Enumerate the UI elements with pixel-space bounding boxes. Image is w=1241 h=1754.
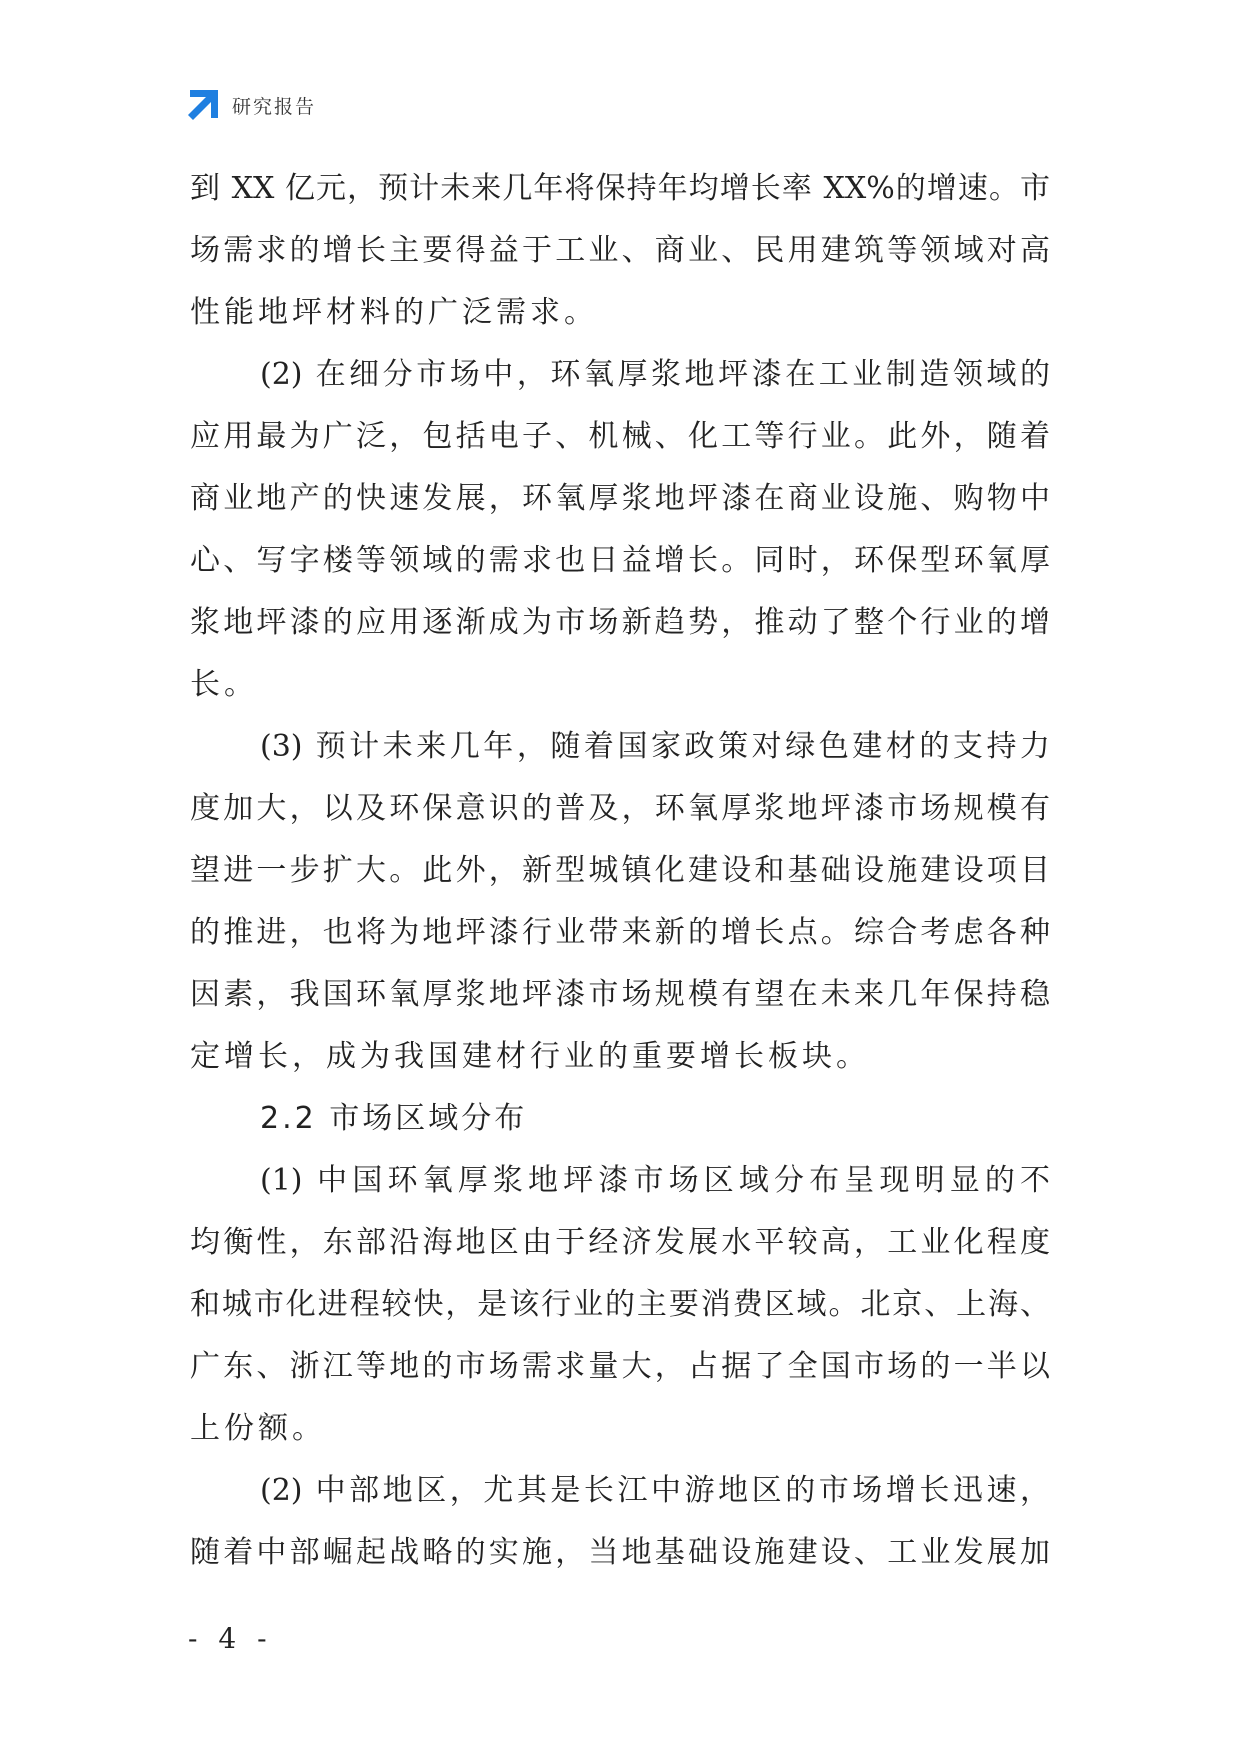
text-line: 性能地坪材料的广泛需求。 (190, 295, 598, 330)
paragraph (190, 1150, 1050, 1460)
page-number: - 4 - (188, 1622, 273, 1655)
text-line: 长。 (190, 667, 258, 702)
text-line: 望进一步扩大。此外，新型城镇化建设和基础设施建设项目 (190, 853, 1050, 888)
text-line: 广东、浙江等地的市场需求量大，占据了全国市场的一半以 (190, 1349, 1050, 1384)
text-line: 商业地产的快速发展，环氧厚浆地坪漆在商业设施、购物中 (190, 481, 1050, 516)
arrow-up-right-icon (188, 90, 218, 120)
text-line: 场需求的增长主要得益于工业、商业、民用建筑等领域对高 (190, 233, 1050, 268)
text-line: (1) 中国环氧厚浆地坪漆市场区域分布呈现明显的不 (260, 1163, 1050, 1198)
document-body (190, 158, 1050, 1584)
paragraph (190, 1460, 1050, 1584)
report-title: 研究报告 (232, 95, 317, 118)
text-line: 随着中部崛起战略的实施，当地基础设施建设、工业发展加 (190, 1535, 1050, 1570)
paragraph (190, 158, 1050, 344)
text-line: 心、写字楼等领域的需求也日益增长。同时，环保型环氧厚 (190, 543, 1050, 578)
text-line: 上份额。 (190, 1411, 326, 1446)
report-header (188, 88, 316, 122)
text-line: (2) 中部地区，尤其是长江中游地区的市场增长迅速， (260, 1473, 1050, 1508)
text-line: 到 XX 亿元，预计未来几年将保持年均增长率 XX%的增速。市 (190, 171, 1050, 206)
text-line: 浆地坪漆的应用逐渐成为市场新趋势，推动了整个行业的增 (190, 605, 1050, 640)
text-line: 定增长，成为我国建材行业的重要增长板块。 (190, 1039, 870, 1074)
text-line: 和城市化进程较快，是该行业的主要消费区域。北京、上海、 (190, 1287, 1050, 1322)
paragraph (190, 716, 1050, 1088)
text-line: (2) 在细分市场中，环氧厚浆地坪漆在工业制造领域的 (260, 357, 1050, 392)
text-line: 均衡性，东部沿海地区由于经济发展水平较高，工业化程度 (190, 1225, 1050, 1260)
text-line: 应用最为广泛，包括电子、机械、化工等行业。此外，随着 (190, 419, 1050, 454)
section-heading: 2.2 市场区域分布 (260, 1101, 528, 1136)
text-line: (3) 预计未来几年，随着国家政策对绿色建材的支持力 (260, 729, 1050, 764)
paragraph (190, 344, 1050, 716)
text-line: 的推进，也将为地坪漆行业带来新的增长点。综合考虑各种 (190, 915, 1050, 950)
text-line: 度加大，以及环保意识的普及，环氧厚浆地坪漆市场规模有 (190, 791, 1050, 826)
text-line: 因素，我国环氧厚浆地坪漆市场规模有望在未来几年保持稳 (190, 977, 1050, 1012)
